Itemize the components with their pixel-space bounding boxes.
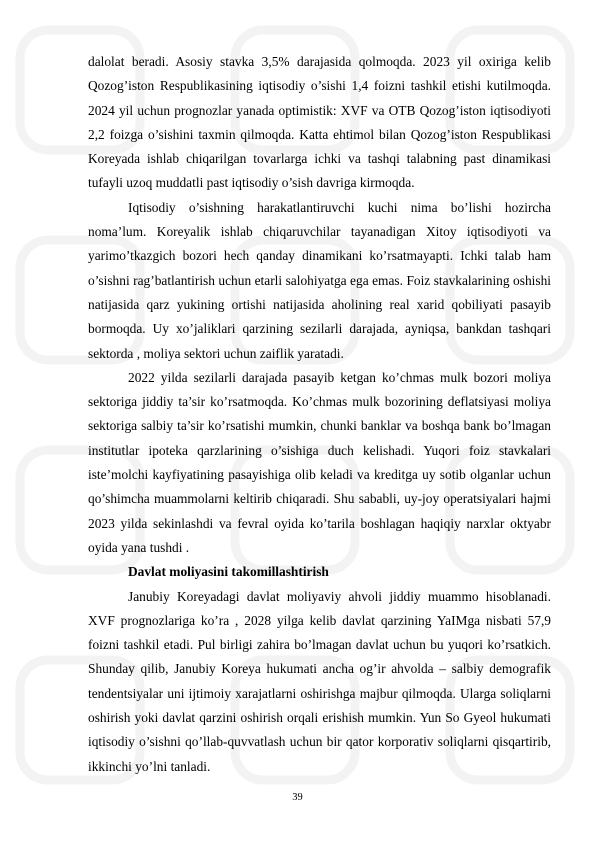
paragraph-economic-growth: Iqtisodiy o’sishning harakatlantiruvchi kuchi nima bo’lishi hozircha noma’lum. Koreyalik ishlab chiqaruvchilar tayanadigan Xitoy iqtisodiyoti va yarimo’tkazgich bozori hech qanday dinamikani ko’rsatmayapti. Ichki talab ham o’sishni rag’batlantirish uchun etarli salohiyatga ega emas. Foiz stavkalarining oshishi natijasida qarz yukining ortishi natijasida aholining real xarid qobiliyati pasayib bormoqda. Uy xo’jaliklari qarzining sezilarli darajada, ayniqsa, bankdan tashqari sektorda , moliya sektori uchun zaiflik yaratadi. [88, 199, 551, 361]
paragraph-real-estate: 2022 yilda sezilarli darajada pasayib ketgan ko’chmas mulk bozori moliya sektoriga jiddiy ta’sir ko’rsatmoqda. Ko’chmas mulk bozorining deflatsiyasi moliya sektoriga salbiy ta’sir ko’rsatishi mumkin, chunki banklar va boshqa bank bo’lmagan institutlar ipoteka qarzlarining o’sishiga duch kelishadi. Yuqori foiz stavkalari iste’molchi kayfiyatining pasayishiga olib keladi va kreditga uy sotib olganlar uchun qo’shimcha muammolarni keltirib chiqaradi. Shu sababli, uy-joy operatsiyalari hajmi 2023 yilda sekinlashdi va fevral oyida ko’tarila boshlagan haqiqiy narxlar oktyabr oyida yana tushdi . [88, 369, 551, 555]
document-page [88, 50, 551, 779]
page-number: 39 [292, 792, 303, 803]
paragraph-public-finance: Janubiy Koreyadagi davlat moliyaviy ahvoli jiddiy muammo hisoblanadi. XVF prognozlariga ko’ra , 2028 yilga kelib davlat qarzining YaIMga nisbati 57,9 foizni tashkil etadi. Pul birligi zahira bo’lmagan davlat uchun bu yuqori ko’rsatkich. Shunday qilib, Janubiy Koreya hukumati ancha og’ir ahvolda – salbiy demografik tendentsiyalar uni ijtimoiy xarajatlarni oshirishga majbur qilmoqda. Ularga soliqlarni oshirish yoki davlat qarzini oshirish orqali erishish mumkin. Yun So Gyeol hukumati iqtisodiy o’sishni qo’llab-quvvatlash uchun bir qator korporativ soliqlarni qisqartirib, ikkinchi yo’lni tanladi. [88, 588, 551, 774]
section-heading: Davlat moliyasini takomillashtirish [128, 564, 329, 580]
paragraph-continuation: dalolat beradi. Asosiy stavka 3,5% darajasida qolmoqda. 2023 yil oxiriga kelib Qozog’iston Respublikasining iqtisodiy o’sishi 1,4 foizni tashkil etishi kutilmoqda. 2024 yil uchun prognozlar yanada optimistik: XVF va OTB Qozog’iston iqtisodiyoti 2,2 foizga o’sishini taxmin qilmoqda. Katta ehtimol bilan Qozog’iston Respublikasi Koreyada ishlab chiqarilgan tovarlarga ichki va tashqi talabning past dinamikasi tufayli uzoq muddatli past iqtisodiy o’sish davriga kirmoqda. [88, 54, 551, 191]
